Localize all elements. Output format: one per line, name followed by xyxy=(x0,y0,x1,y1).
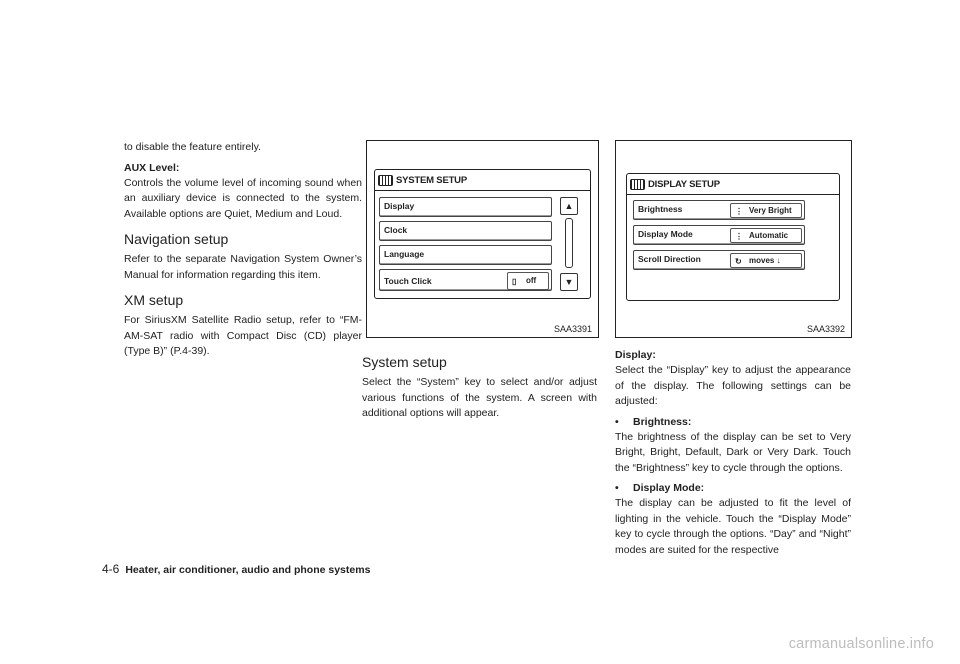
display-setup-figure xyxy=(615,140,852,338)
aux-level-heading: AUX Level: xyxy=(124,161,180,174)
setup-icon xyxy=(630,179,645,190)
display-mode-bullet: • Display Mode: xyxy=(615,482,705,494)
title-divider xyxy=(375,190,590,191)
scroll-direction-value: ↻ moves ↓ xyxy=(730,253,802,268)
scrollbar[interactable] xyxy=(565,218,573,268)
brightness-value: ⋮ Very Bright xyxy=(730,203,802,218)
middle-column xyxy=(362,345,597,428)
level-indicator-icon: ⋮ xyxy=(735,232,743,241)
page-footer xyxy=(102,562,370,576)
system-setup-text: Select the “System” key to select and/or adjust various functions of the system. A screen with additional options will appear. xyxy=(362,376,597,419)
scroll-down-button[interactable]: ▼ xyxy=(560,273,578,291)
system-setup-figure xyxy=(366,140,599,338)
toggle-indicator-icon: ▯ xyxy=(512,277,517,286)
display-mode-key[interactable]: Display Mode ⋮ Automatic xyxy=(633,225,805,245)
scroll-direction-key[interactable]: Scroll Direction ↻ moves ↓ xyxy=(633,250,805,270)
display-heading: Display: xyxy=(615,349,656,361)
scroll-up-button[interactable]: ▲ xyxy=(560,197,578,215)
level-indicator-icon: ⋮ xyxy=(735,207,743,216)
bullet-icon: • xyxy=(615,415,619,428)
touch-click-key[interactable]: Touch Click ▯ off xyxy=(379,269,552,291)
setup-icon xyxy=(378,175,393,186)
display-text: Select the “Display” key to adjust the appearance of the display. The following settings can be adjusted: xyxy=(615,364,851,407)
display-key[interactable]: Display xyxy=(379,197,552,217)
left-column xyxy=(124,140,362,366)
aux-level-text: Controls the volume level of incoming sound when an auxiliary device is connected to the system. Available options are Quiet, Medium and Loud. xyxy=(124,176,362,220)
brightness-key[interactable]: Brightness ⋮ Very Bright xyxy=(633,200,805,220)
brightness-text: The brightness of the display can be set to Very Bright, Bright, Default, Dark or Very Dark. Touch the “Brightness” key to cycle through the options. xyxy=(615,430,851,474)
figure-caption: SAA3391 xyxy=(553,324,592,334)
navigation-setup-heading: Navigation setup xyxy=(124,231,229,247)
language-key[interactable]: Language xyxy=(379,245,552,265)
figure-caption: SAA3392 xyxy=(806,324,845,334)
arrow-down-icon: ↓ xyxy=(776,256,781,265)
clock-key[interactable]: Clock xyxy=(379,221,552,241)
bullet-icon: • xyxy=(615,482,619,494)
display-setup-screen xyxy=(626,173,840,301)
title-divider xyxy=(627,194,839,195)
display-mode-value: ⋮ Automatic xyxy=(730,228,802,243)
page-number: 4-6 xyxy=(102,562,120,576)
system-setup-heading: System setup xyxy=(362,354,447,370)
navigation-setup-text: Refer to the separate Navigation System Owner’s Manual for information regarding this item. xyxy=(124,253,362,281)
brightness-bullet: • Brightness: xyxy=(615,415,692,428)
screen-title: SYSTEM SETUP xyxy=(378,175,467,186)
intro-text: to disable the feature entirely. xyxy=(124,141,261,153)
display-mode-text: The display can be adjusted to fit the level of lighting in the vehicle. Touch the “Display Mode” key to cycle through the options. “Day” and “Night” modes are suited for the respective xyxy=(615,497,851,556)
screen-title: DISPLAY SETUP xyxy=(630,179,720,190)
right-column xyxy=(615,345,851,564)
xm-setup-heading: XM setup xyxy=(124,292,184,308)
section-title: Heater, air conditioner, audio and phone systems xyxy=(125,564,371,576)
watermark: carmanualsonline.info xyxy=(788,636,934,652)
system-setup-screen xyxy=(374,169,591,299)
rotate-icon: ↻ xyxy=(735,257,742,266)
touch-click-value: ▯ off xyxy=(507,272,549,290)
xm-setup-text: For SiriusXM Satellite Radio setup, refer to “FM-AM-SAT radio with Compact Disc (CD) player (Type B)” (P.4-39). xyxy=(124,314,362,357)
